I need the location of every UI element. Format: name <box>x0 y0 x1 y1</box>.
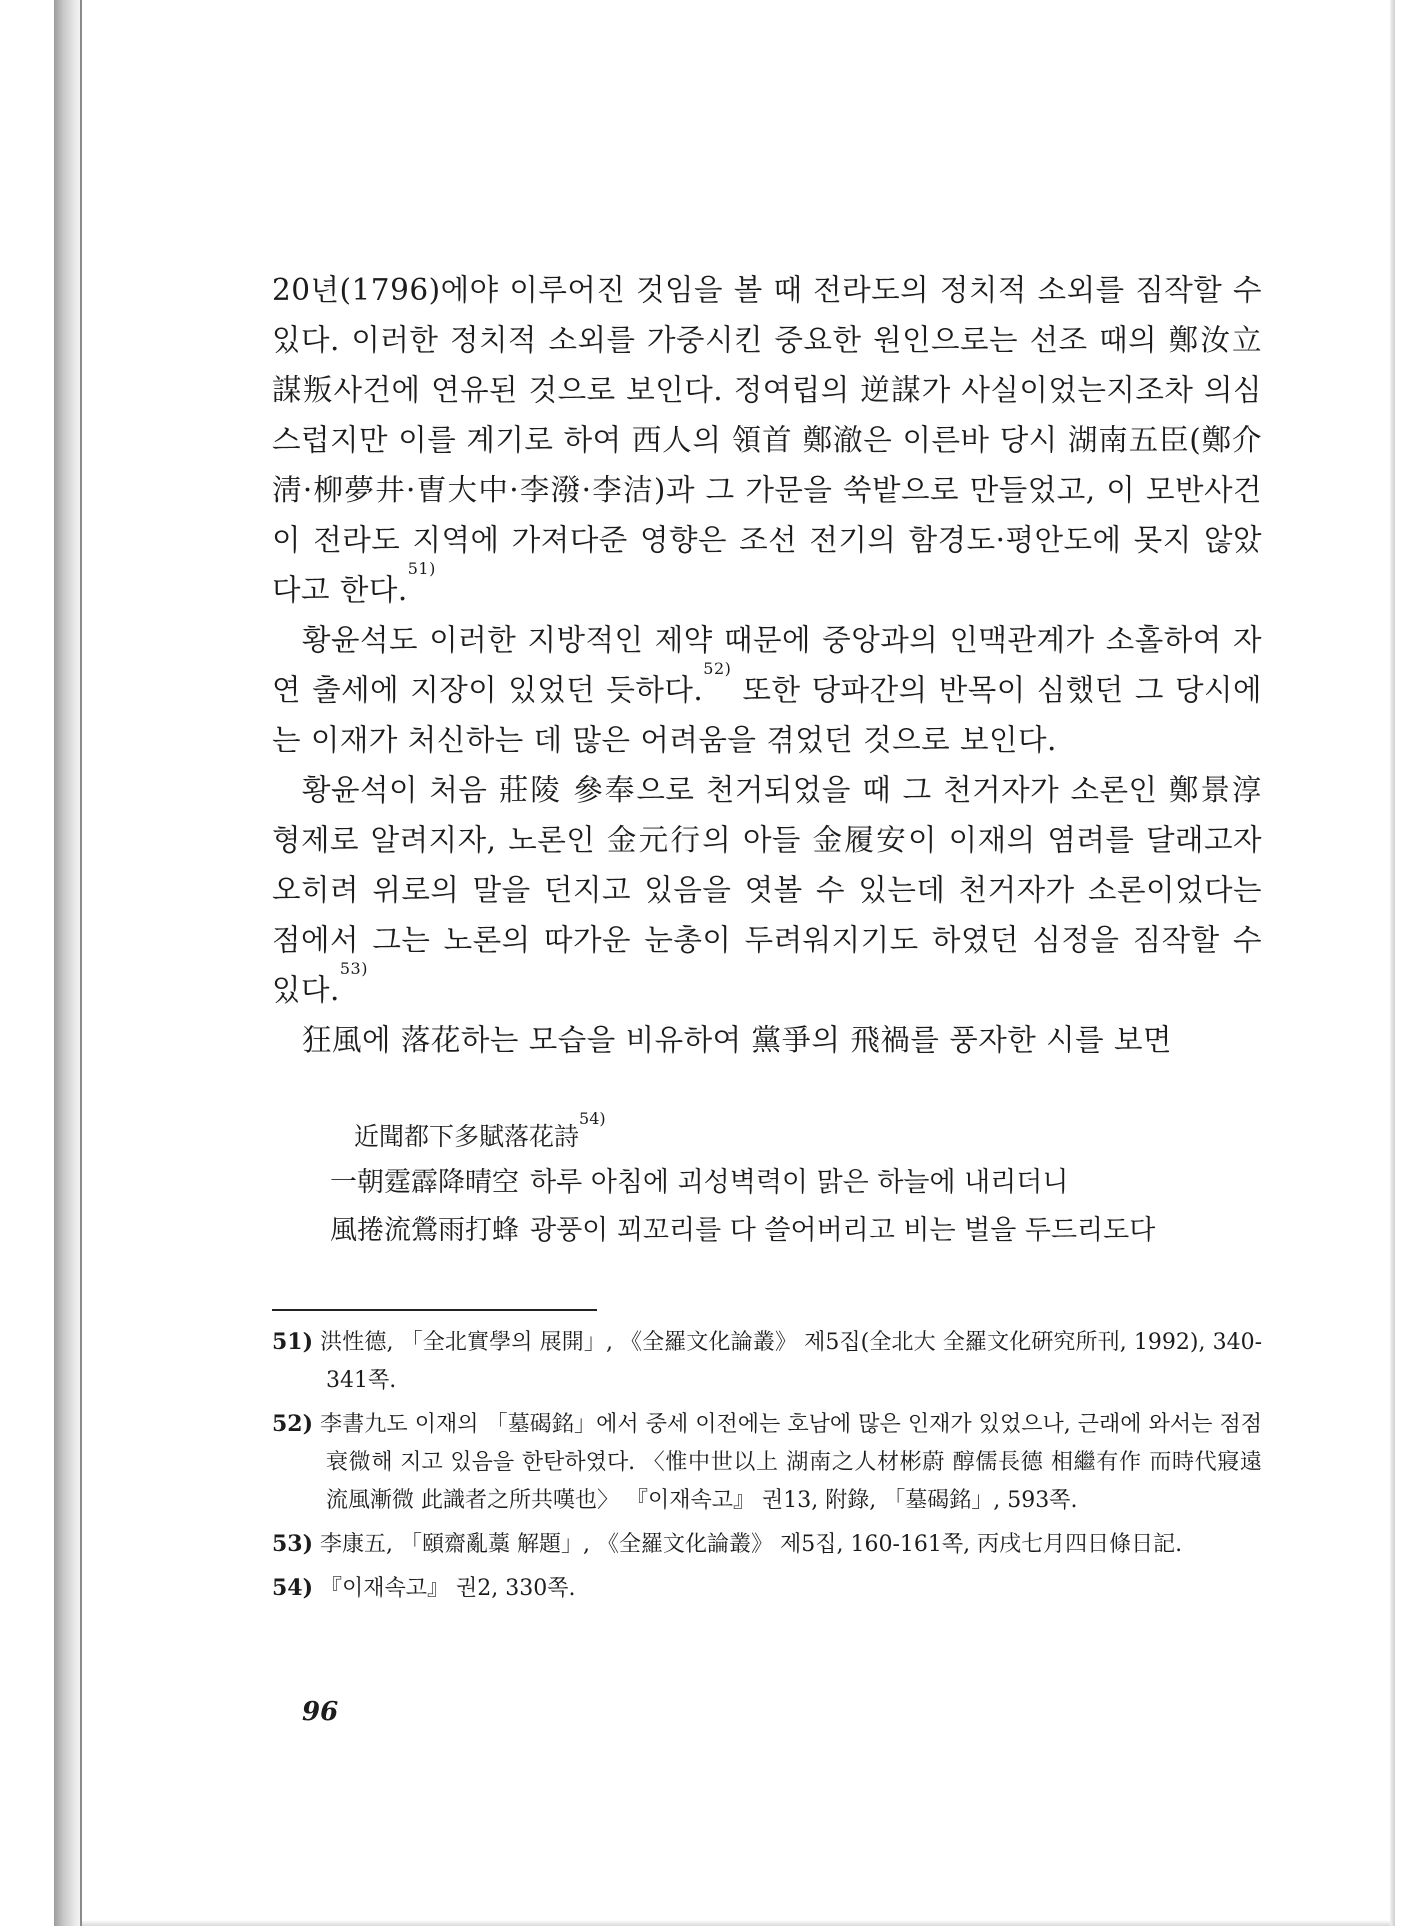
poem-line-korean: 광풍이 꾀꼬리를 다 쓸어버리고 비는 벌을 두드리도다 <box>530 1215 1156 1246</box>
page-number: 96 <box>302 1697 339 1727</box>
poem-line <box>330 1159 1262 1207</box>
footnote-text: 李康五, 「頤齋亂藁 解題」, 《全羅文化論叢》 제5집, 160-161쪽, 丙戌七月四日條日記. <box>320 1532 1183 1557</box>
footnote-ref: 51) <box>407 559 436 578</box>
footnote-ref: 53) <box>339 959 368 978</box>
paragraph <box>272 265 1262 615</box>
poem-line-chinese: 一朝霆霹降晴空 <box>330 1167 519 1198</box>
paragraph-text: 狂風에 落花하는 모습을 비유하여 黨爭의 飛禍를 풍자한 시를 보면 <box>302 1023 1172 1057</box>
footnote <box>272 1405 1262 1520</box>
poem-line <box>330 1207 1262 1255</box>
footnote-number: 54) <box>272 1575 314 1601</box>
footnote-text: 洪性德, 「全北實學의 展開」, 《全羅文化論叢》 제5집(全北大 全羅文化硏究所刊, 1992), 340-341쪽. <box>320 1330 1262 1393</box>
page-spine-edge <box>54 0 82 1926</box>
poem-block <box>272 1109 1262 1255</box>
paragraph <box>272 615 1262 765</box>
footnote-text: 李書九도 이재의 「墓碣銘」에서 중세 이전에는 호남에 많은 인재가 있었으나, 근래에 와서는 점점 衰微해 지고 있음을 한탄하였다. 〈惟中世以上 湖南之人材彬蔚 醇儒長德 相繼有作 而時代寢遠 流風漸微 此識者之所共嘆也〉 『이재속고』 권13, 附錄, 「墓碣銘」, 593쪽. <box>320 1412 1262 1513</box>
footnote-ref: 54) <box>579 1109 606 1128</box>
poem-line-chinese: 風捲流鶯雨打蜂 <box>330 1215 519 1246</box>
footnote-ref: 52) <box>703 659 732 678</box>
footnote <box>272 1323 1262 1400</box>
poem-title-text: 近聞都下多賦落花詩 <box>354 1122 580 1151</box>
footnote-number: 52) <box>272 1411 314 1437</box>
footnote-text: 『이재속고』 권2, 330쪽. <box>320 1576 576 1601</box>
footnotes <box>272 1323 1262 1608</box>
footnote <box>272 1525 1262 1564</box>
paragraph <box>272 765 1262 1015</box>
footnote-divider <box>272 1309 597 1311</box>
paragraph-text: 황윤석도 이러한 지방적인 제약 때문에 중앙과의 인맥관계가 소홀하여 자연 출세에 지장이 있었던 듯하다. <box>272 623 1262 707</box>
paragraph-text-continued: 또한 당파간의 반목이 심했던 그 당시에는 이재가 처신하는 데 많은 어려움을 겪었던 것으로 보인다. <box>272 673 1262 757</box>
page-right-edge <box>1390 0 1395 1926</box>
paragraph <box>272 1015 1262 1065</box>
body-text <box>272 265 1262 1065</box>
footnote-number: 51) <box>272 1329 314 1355</box>
poem-line-korean: 하루 아침에 괴성벽력이 맑은 하늘에 내리더니 <box>530 1167 1069 1198</box>
paragraph-text: 황윤석이 처음 莊陵 參奉으로 천거되었을 때 그 천거자가 소론인 鄭景淳 형제로 알려지자, 노론인 金元行의 아들 金履安이 이재의 염려를 달래고자 오히려 위로의 말을 던지고 있음을 엿볼 수 있는데 천거자가 소론이었다는 점에서 그는 노론의 따가운 눈총이 두려워지기도 하였던 심정을 짐작할 수 있다. <box>272 773 1262 1007</box>
footnote <box>272 1569 1262 1608</box>
page-content <box>272 265 1262 1613</box>
poem-title <box>354 1109 1262 1159</box>
page-bottom-shadow <box>82 1920 1390 1926</box>
paragraph-text: 20년(1796)에야 이루어진 것임을 볼 때 전라도의 정치적 소외를 짐작할 수 있다. 이러한 정치적 소외를 가중시킨 중요한 원인으로는 선조 때의 鄭汝立 謀叛사건에 연유된 것으로 보인다. 정여립의 逆謀가 사실이었는지조차 의심스럽지만 이를 계기로 하여 西人의 領首 鄭澈은 이른바 당시 湖南五臣(鄭介淸·柳夢井·曺大中·李潑·李洁)과 그 가문을 쑥밭으로 만들었고, 이 모반사건이 전라도 지역에 가져다준 영향은 조선 전기의 함경도·평안도에 못지 않았다고 한다. <box>272 273 1262 607</box>
footnote-number: 53) <box>272 1531 314 1557</box>
